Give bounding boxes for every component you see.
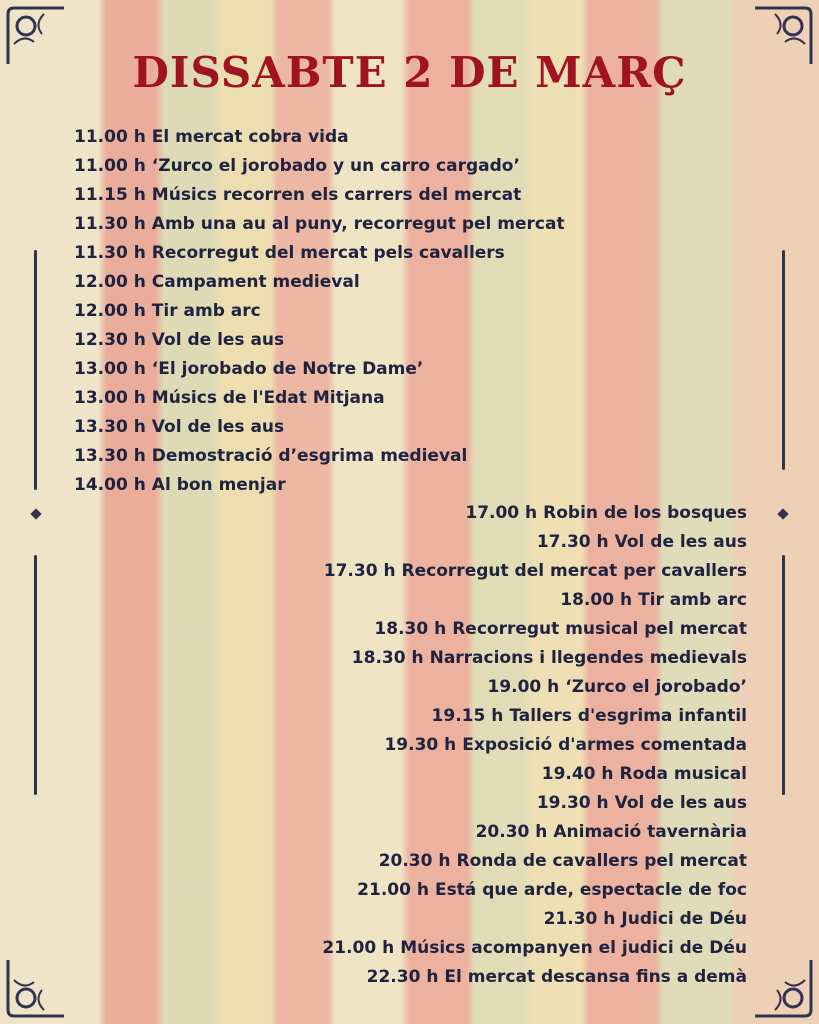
schedule-entry: [74, 214, 565, 234]
entry-event: Vol de les aus: [614, 793, 747, 813]
corner-ornament-bottom-left: [4, 950, 74, 1020]
entry-time: 18.30 h: [374, 619, 447, 639]
schedule-entry: [560, 590, 747, 610]
right-rule-lower: [782, 555, 785, 795]
corner-ornament-bottom-right: [745, 950, 815, 1020]
entry-event: Recorregut del mercat per cavallers: [401, 561, 747, 581]
schedule-entry: [357, 880, 747, 900]
entry-time: 11.15 h: [74, 185, 146, 205]
entry-event: Narracions i llegendes medievals: [429, 648, 747, 668]
entry-time: 13.00 h: [74, 388, 146, 408]
entry-time: 13.30 h: [74, 446, 146, 466]
entry-time: 11.30 h: [74, 243, 146, 263]
entry-event: ‘Zurco el jorobado’: [565, 677, 747, 697]
entry-event: Robin de los bosques: [543, 503, 747, 523]
entry-event: Tir amb arc: [151, 301, 261, 321]
entry-event: Exposició d'armes comentada: [462, 735, 747, 755]
entry-event: Roda musical: [619, 764, 747, 784]
entry-time: 22.30 h: [366, 967, 439, 987]
entry-event: Amb una au al puny, recorregut pel mercat: [151, 214, 565, 234]
entry-event: ‘Zurco el jorobado y un carro cargado’: [151, 156, 520, 176]
schedule-entry: [74, 156, 520, 176]
entry-time: 19.15 h: [431, 706, 504, 726]
entry-event: ‘El jorobado de Notre Dame’: [151, 359, 424, 379]
schedule-entry: [324, 561, 747, 581]
entry-time: 18.30 h: [351, 648, 424, 668]
entry-event: Ronda de cavallers pel mercat: [456, 851, 747, 871]
entry-event: El mercat cobra vida: [151, 127, 349, 147]
schedule-entry: [74, 243, 505, 263]
schedule-entry: [465, 503, 747, 523]
entry-time: 19.40 h: [541, 764, 614, 784]
entry-event: Músics acompanyen el judici de Déu: [400, 938, 747, 958]
schedule-entry: [74, 446, 467, 466]
entry-time: 20.30 h: [378, 851, 451, 871]
entry-time: 12.00 h: [74, 272, 146, 292]
entry-event: El mercat descansa fins a demà: [444, 967, 747, 987]
left-rule-lower: [34, 555, 37, 795]
entry-event: Vol de les aus: [151, 330, 285, 350]
schedule-entry: [74, 388, 385, 408]
entry-time: 13.00 h: [74, 359, 146, 379]
entry-time: 19.30 h: [384, 735, 457, 755]
schedule-entry: [74, 272, 360, 292]
schedule-entry: [322, 938, 747, 958]
entry-time: 21.00 h: [357, 880, 429, 900]
entry-event: Recorregut del mercat pels cavallers: [151, 243, 505, 263]
entry-time: 17.00 h: [465, 503, 538, 523]
entry-event: Campament medieval: [151, 272, 360, 292]
schedule-entry: [537, 793, 747, 813]
left-rule-upper: [34, 250, 37, 490]
entry-time: 18.00 h: [560, 590, 633, 610]
schedule-entry: [384, 735, 747, 755]
entry-time: 12.30 h: [74, 330, 146, 350]
schedule-entry: [379, 851, 747, 871]
entry-event: Al bon menjar: [151, 475, 286, 495]
schedule-entry: [74, 185, 521, 205]
entry-event: Músics recorren els carrers del mercat: [151, 185, 522, 205]
schedule-entry: [74, 417, 284, 437]
entry-event: Tir amb arc: [638, 590, 747, 610]
entry-time: 17.30 h: [536, 532, 609, 552]
entry-event: Animació tavernària: [553, 822, 747, 842]
schedule-entry: [74, 475, 286, 495]
entry-time: 11.30 h: [74, 214, 146, 234]
schedule-entry: [476, 822, 747, 842]
schedule-entry: [487, 677, 747, 697]
entry-event: Está que arde, espectacle de foc: [434, 880, 747, 900]
entry-time: 21.00 h: [322, 938, 395, 958]
schedule-entry: [367, 967, 747, 987]
schedule-entry: [74, 330, 284, 350]
entry-time: 19.30 h: [536, 793, 609, 813]
schedule-entry: [544, 909, 747, 929]
entry-time: 13.30 h: [74, 417, 146, 437]
schedule-entry: [74, 127, 349, 147]
schedule-entry: [74, 359, 423, 379]
right-rule-upper: [782, 250, 785, 470]
schedule-entry: [374, 619, 747, 639]
entry-time: 11.00 h: [74, 127, 146, 147]
entry-event: Tallers d'esgrima infantil: [509, 706, 747, 726]
entry-event: Judici de Déu: [621, 909, 747, 929]
entry-event: Demostració d’esgrima medieval: [151, 446, 468, 466]
entry-time: 21.30 h: [543, 909, 616, 929]
entry-time: 20.30 h: [475, 822, 548, 842]
entry-time: 14.00 h: [74, 475, 146, 495]
schedule-entry: [432, 706, 747, 726]
schedule-entry: [352, 648, 747, 668]
schedule-entry: [74, 301, 261, 321]
page-title: DISSABTE 2 DE MARÇ: [132, 48, 687, 97]
entry-event: Vol de les aus: [151, 417, 285, 437]
entry-time: 11.00 h: [74, 156, 146, 176]
entry-event: Músics de l'Edat Mitjana: [151, 388, 385, 408]
schedule-entry: [537, 532, 747, 552]
entry-event: Vol de les aus: [614, 532, 747, 552]
entry-time: 19.00 h: [487, 677, 560, 697]
entry-time: 17.30 h: [323, 561, 396, 581]
entry-time: 12.00 h: [74, 301, 146, 321]
entry-event: Recorregut musical pel mercat: [452, 619, 747, 639]
schedule-entry: [542, 764, 747, 784]
